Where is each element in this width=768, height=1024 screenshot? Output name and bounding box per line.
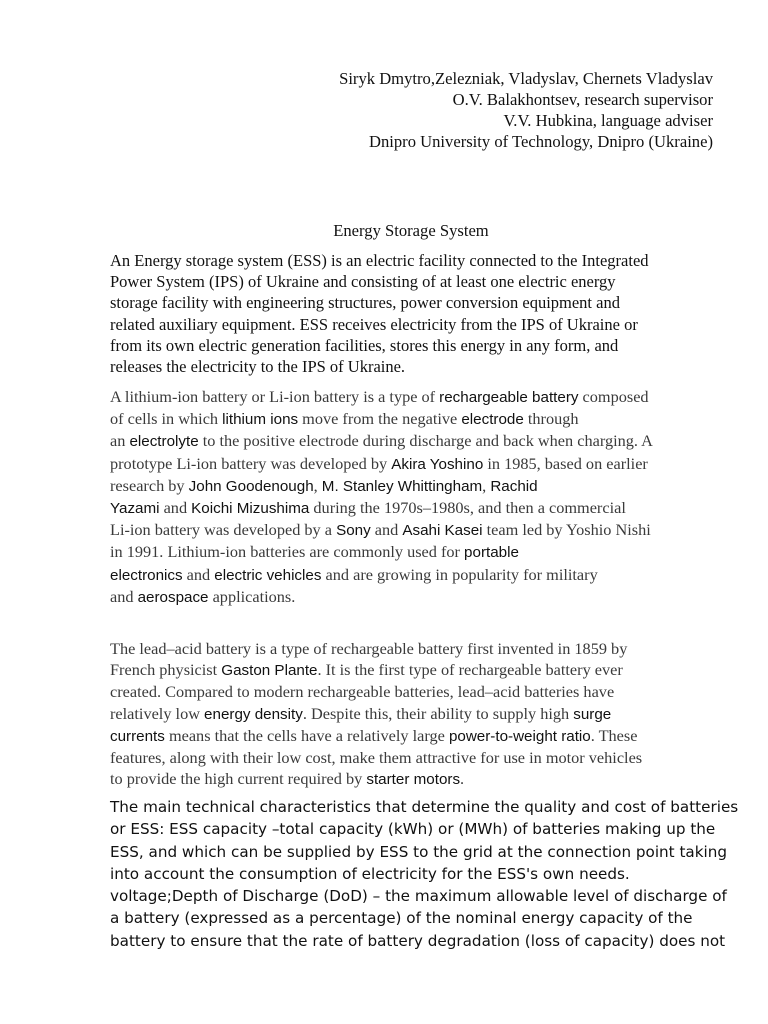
text-line	[110, 725, 720, 747]
text-line	[110, 408, 720, 430]
text-run: applications.	[208, 586, 296, 606]
link-stanley-whittingham[interactable]: M. Stanley Whittingham	[321, 477, 483, 495]
author-block	[113, 68, 713, 152]
language-adviser: V.V. Hubkina, language adviser	[503, 111, 713, 130]
text-run: .	[460, 769, 465, 789]
text-run: of cells in which	[110, 409, 223, 429]
text-line: features, along with their low cost, make them attractive for use in motor vehicles	[110, 748, 643, 768]
link-energy-density[interactable]: energy density	[204, 705, 303, 723]
text-line: battery to ensure that the rate of battery degradation (loss of capacity) does not	[110, 931, 726, 950]
text-run: in 1985, based on earlier	[483, 453, 648, 473]
link-aerospace[interactable]: aerospace	[137, 588, 209, 606]
link-electrolyte[interactable]: electrolyte	[129, 433, 199, 451]
author-names: Siryk Dmytro,Zelezniak, Vladyslav, Chernets Vladyslav	[339, 69, 713, 88]
text-run: during the 1970s–1980s, and then a commercial	[309, 498, 626, 518]
link-lithium-ions[interactable]: lithium ions	[222, 411, 299, 429]
link-rachid-yazami[interactable]: Rachid	[490, 477, 538, 495]
text-run: and	[110, 586, 138, 606]
text-run: research by	[110, 475, 189, 495]
link-john-goodenough[interactable]: John Goodenough	[188, 477, 314, 495]
text-run: through	[523, 409, 579, 429]
text-line	[110, 541, 720, 563]
link-surge-currents-cont[interactable]: currents	[110, 727, 165, 745]
text-run: to provide the high current required by	[110, 769, 367, 789]
text-line	[110, 475, 720, 497]
link-power-to-weight-ratio[interactable]: power-to-weight ratio	[448, 727, 591, 745]
text-line	[110, 703, 720, 725]
text-run: French physicist	[110, 660, 222, 680]
research-supervisor: O.V. Balakhontsev, research supervisor	[452, 90, 713, 109]
link-sony[interactable]: Sony	[336, 522, 371, 540]
text-line	[110, 659, 720, 681]
text-run: ,	[482, 475, 491, 495]
text-line: voltage;Depth of Discharge (DoD) – the maximum allowable level of discharge of	[110, 887, 727, 906]
text-run: prototype Li-ion battery was developed by	[110, 453, 392, 473]
text-run: in 1991. Lithium-ion batteries are commonly used for	[110, 542, 465, 562]
text-run: and	[159, 498, 192, 518]
text-run: team led by Yoshio Nishi	[482, 520, 651, 540]
link-asahi-kasei[interactable]: Asahi Kasei	[402, 522, 483, 540]
text-run: ,	[313, 475, 322, 495]
text-run: and	[370, 520, 403, 540]
text-line: from its own electric generation facilities, stores this energy in any form, and	[110, 335, 619, 355]
text-run: Li-ion battery was developed by a	[110, 520, 337, 540]
link-koichi-mizushima[interactable]: Koichi Mizushima	[191, 500, 310, 518]
paragraph-ess-definition	[110, 250, 720, 377]
text-line: related auxiliary equipment. ESS receives electricity from the IPS of Ukraine or	[110, 314, 638, 334]
link-akira-yoshino[interactable]: Akira Yoshino	[391, 455, 484, 473]
link-gaston-plante[interactable]: Gaston Plante	[221, 662, 318, 680]
text-line: a battery (expressed as a percentage) of the nominal energy capacity of the	[110, 909, 693, 928]
text-line: storage facility with engineering structures, power conversion equipment and	[110, 293, 620, 313]
text-run: . Despite this, their ability to supply high	[302, 703, 574, 723]
text-line: created. Compared to modern rechargeable batteries, lead–acid batteries have	[110, 682, 615, 702]
link-rachid-yazami-cont[interactable]: Yazami	[110, 500, 160, 518]
text-line	[110, 497, 720, 519]
link-portable-electronics-cont[interactable]: electronics	[110, 566, 183, 584]
text-line: The lead–acid battery is a type of rechargeable battery first invented in 1859 by	[110, 639, 628, 658]
link-surge-currents[interactable]: surge	[573, 705, 612, 723]
paragraph-lead-acid	[110, 638, 720, 790]
text-run: relatively low	[110, 703, 205, 723]
text-line	[110, 768, 720, 790]
text-line: ESS, and which can be supplied by ESS to the grid at the connection point taking	[110, 842, 728, 861]
text-run: composed	[578, 387, 649, 406]
text-line: or ESS: ESS capacity –total capacity (kWh) or (MWh) of batteries making up the	[110, 820, 716, 839]
text-line	[110, 386, 720, 408]
link-rechargeable-battery[interactable]: rechargeable battery	[439, 389, 579, 406]
text-run: to the positive electrode during discharge and back when charging. A	[198, 431, 653, 451]
document-title: Energy Storage System	[333, 221, 489, 240]
text-line: An Energy storage system (ESS) is an electric facility connected to the Integrated	[110, 251, 649, 270]
text-run: . It is the first type of rechargeable battery ever	[317, 660, 623, 680]
paragraph-technical-characteristics	[110, 796, 739, 952]
text-run: . These	[590, 725, 638, 745]
text-line: The main technical characteristics that determine the quality and cost of batteries	[110, 798, 739, 816]
text-line	[110, 519, 720, 541]
link-starter-motors[interactable]: starter motors	[366, 771, 461, 789]
text-line	[110, 430, 720, 452]
text-line	[110, 453, 720, 475]
link-portable-electronics[interactable]: portable	[464, 544, 519, 562]
affiliation: Dnipro University of Technology, Dnipro (Ukraine)	[368, 132, 713, 151]
link-electric-vehicles[interactable]: electric vehicles	[214, 566, 322, 584]
text-run: and are growing in popularity for military	[321, 564, 598, 584]
text-run: and	[182, 564, 215, 584]
paragraph-lithium-ion	[110, 386, 720, 608]
text-line: into account the consumption of electricity for the ESS's own needs.	[110, 864, 630, 883]
text-run: means that the cells have a relatively large	[164, 725, 449, 745]
text-line	[110, 564, 720, 586]
text-run: move from the negative	[298, 409, 462, 429]
text-run: an	[110, 431, 130, 451]
text-line: releases the electricity to the IPS of Ukraine.	[110, 357, 406, 377]
text-line	[110, 586, 720, 608]
link-electrode[interactable]: electrode	[461, 411, 524, 429]
text-line: Power System (IPS) of Ukraine and consisting of at least one electric energy	[110, 272, 616, 292]
text-run: A lithium-ion battery or Li-ion battery is a type of	[110, 387, 440, 406]
